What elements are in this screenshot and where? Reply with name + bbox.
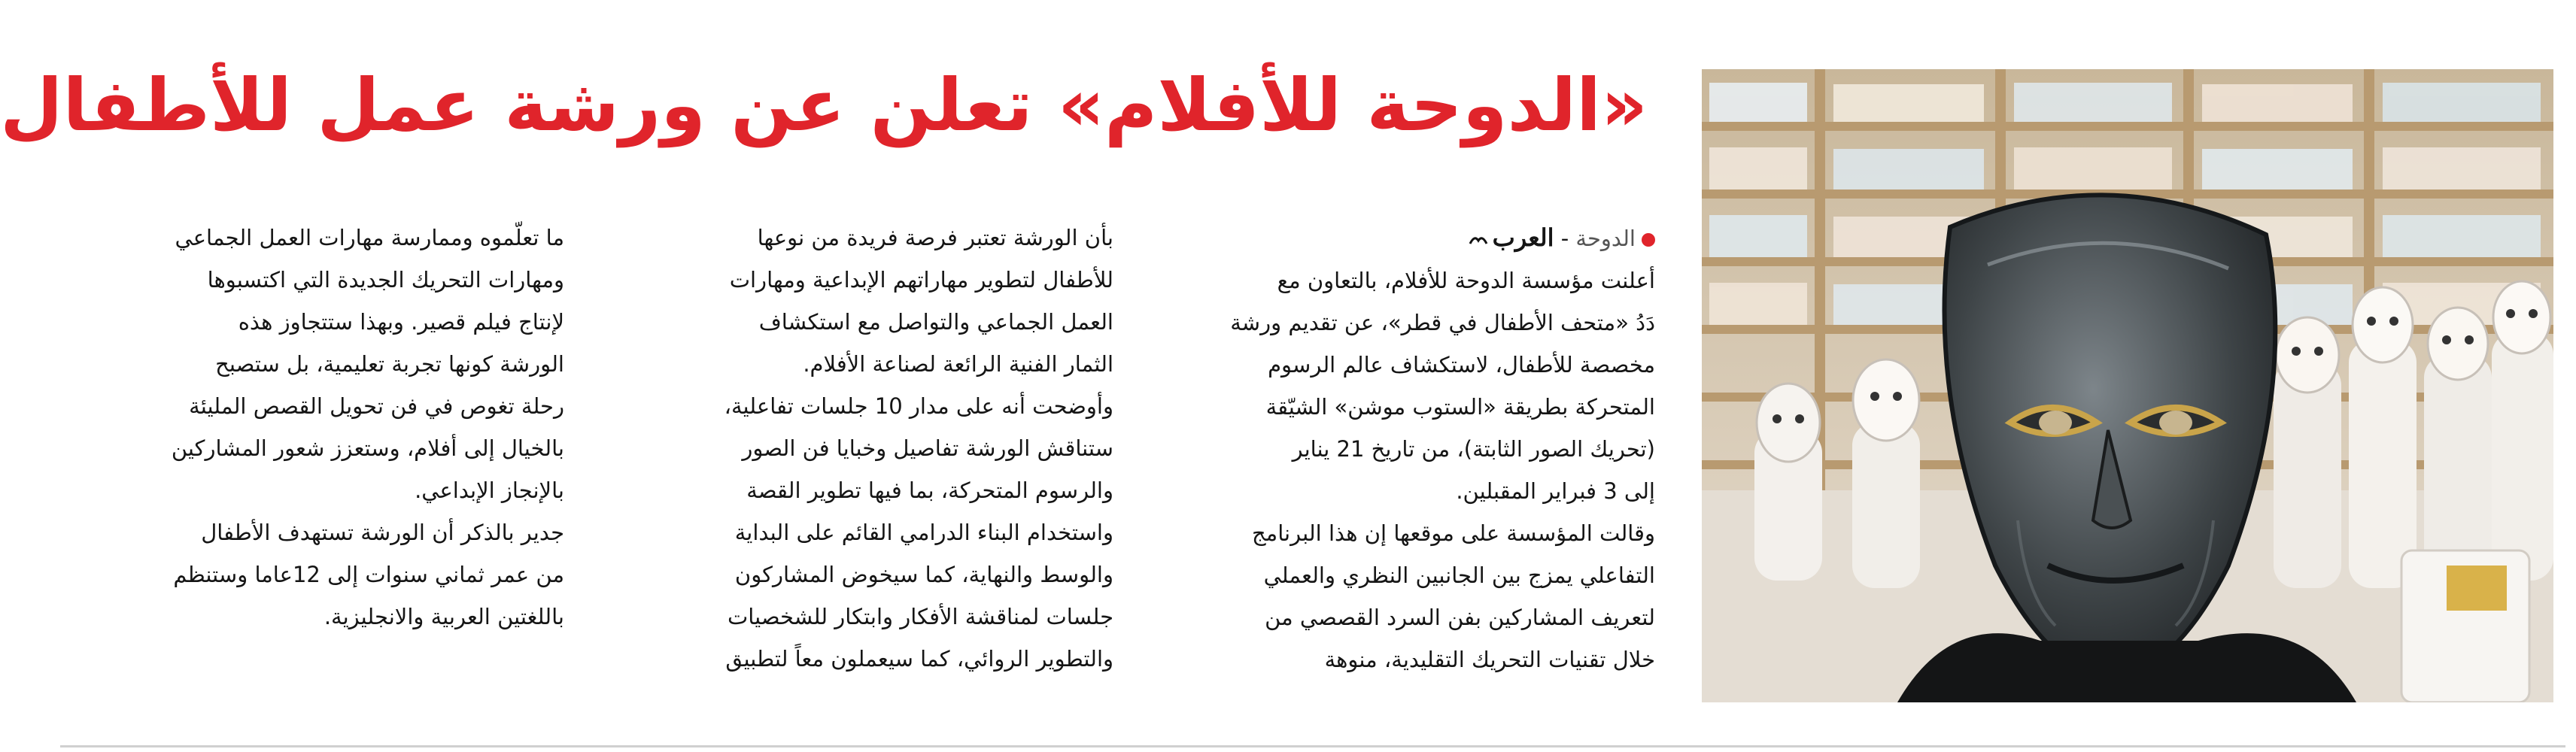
dateline-dot-icon (1642, 233, 1655, 247)
article-line: بأن الورشة تعتبر فرصة فريدة من نوعها (757, 225, 1113, 250)
article-line: للأطفال لتطوير مهاراتهم الإبداعية ومهارات (729, 267, 1113, 293)
article-line: بالإنجاز الإبداعي. (415, 478, 564, 503)
article-line: وأوضحت أنه على مدار 10 جلسات تفاعلية، (724, 393, 1113, 419)
article-line: رحلة تغوص في فن تحويل القصص المليئة (189, 393, 564, 419)
newspaper-name: العرب (1492, 223, 1554, 252)
article-column-3 (45, 217, 564, 638)
article-line: بالخيال إلى أفلام، وستعزز شعور المشاركين (171, 435, 564, 461)
article-line: جلسات لمناقشة الأفكار وابتكار للشخصيات (728, 604, 1113, 629)
article-line: ستناقش الورشة تفاصيل وخبايا فن الصور (742, 435, 1113, 461)
article-line: المتحركة بطريقة «الستوب موشن» الشيّقة (1265, 394, 1655, 420)
article-line: ومهارات التحريك الجديدة التي اكتسبوها (207, 267, 564, 293)
article-line: جدير بالذكر أن الورشة تستهدف الأطفال (201, 520, 564, 545)
article-line: الورشة كونها تجربة تعليمية، بل ستصبح (215, 351, 564, 377)
article-line: أعلنت مؤسسة الدوحة للأفلام، بالتعاون مع (1277, 268, 1655, 293)
column-3-text (45, 217, 564, 638)
article-line: والتطوير الروائي، كما سيعملون معاً لتطبيق (725, 646, 1113, 672)
article-line: إلى 3 فبراير المقبلين. (1456, 478, 1655, 504)
article-line: لإنتاج فيلم قصير. وبهذا ستتجاوز هذه (238, 309, 564, 335)
article-line: مخصصة للأطفال، لاستكشاف عالم الرسوم (1268, 352, 1655, 378)
article-line: ما تعلّموه وممارسة مهارات العمل الجماعي (175, 225, 564, 250)
dateline-city: الدوحة (1575, 226, 1636, 251)
photo-illustration (1702, 69, 2553, 702)
article-line: الثمار الفنية الرائعة لصناعة الأفلام. (803, 351, 1113, 377)
article-line: دَدُ «متحف الأطفال في قطر»، عن تقديم ورشة (1230, 310, 1655, 335)
dateline (1144, 217, 1655, 259)
article-photo (1702, 69, 2553, 702)
article-line: وقالت المؤسسة على موقعها إن هذا البرنامج (1251, 520, 1655, 546)
article-line: من عمر ثماني سنوات إلى 12عاما وستنظم (173, 562, 564, 587)
article-line: واستخدام البناء الدرامي القائم على البداية (734, 520, 1113, 545)
dateline-separator: - (1554, 226, 1576, 251)
article-line: خلال تقنيات التحريك التقليدية، منوهة (1324, 647, 1655, 672)
article-line: والرسوم المتحركة، بما فيها تطوير القصة (746, 478, 1113, 503)
bottom-rule (60, 745, 2565, 747)
headline: «الدوحة للأفلام» تعلن عن ورشة عمل للأطفال (0, 63, 1648, 147)
newspaper-logo-icon (1469, 235, 1488, 245)
article-line: التفاعلي يمزج بين الجانبين النظري والعملي (1263, 562, 1655, 588)
article-column-1 (1144, 217, 1655, 681)
article-line: (تحريك الصور الثابتة)، من تاريخ 21 يناير (1292, 436, 1655, 462)
column-2-text (594, 217, 1113, 680)
article-line: لتعريف المشاركين بفن السرد القصصي من (1265, 605, 1655, 630)
article-line: والوسط والنهاية، كما سيخوض المشاركون (734, 562, 1113, 587)
article-column-2 (594, 217, 1113, 680)
article-line: العمل الجماعي والتواصل مع استكشاف (758, 309, 1113, 335)
column-1-text (1144, 259, 1655, 681)
article-line: باللغتين العربية والانجليزية. (324, 604, 564, 629)
